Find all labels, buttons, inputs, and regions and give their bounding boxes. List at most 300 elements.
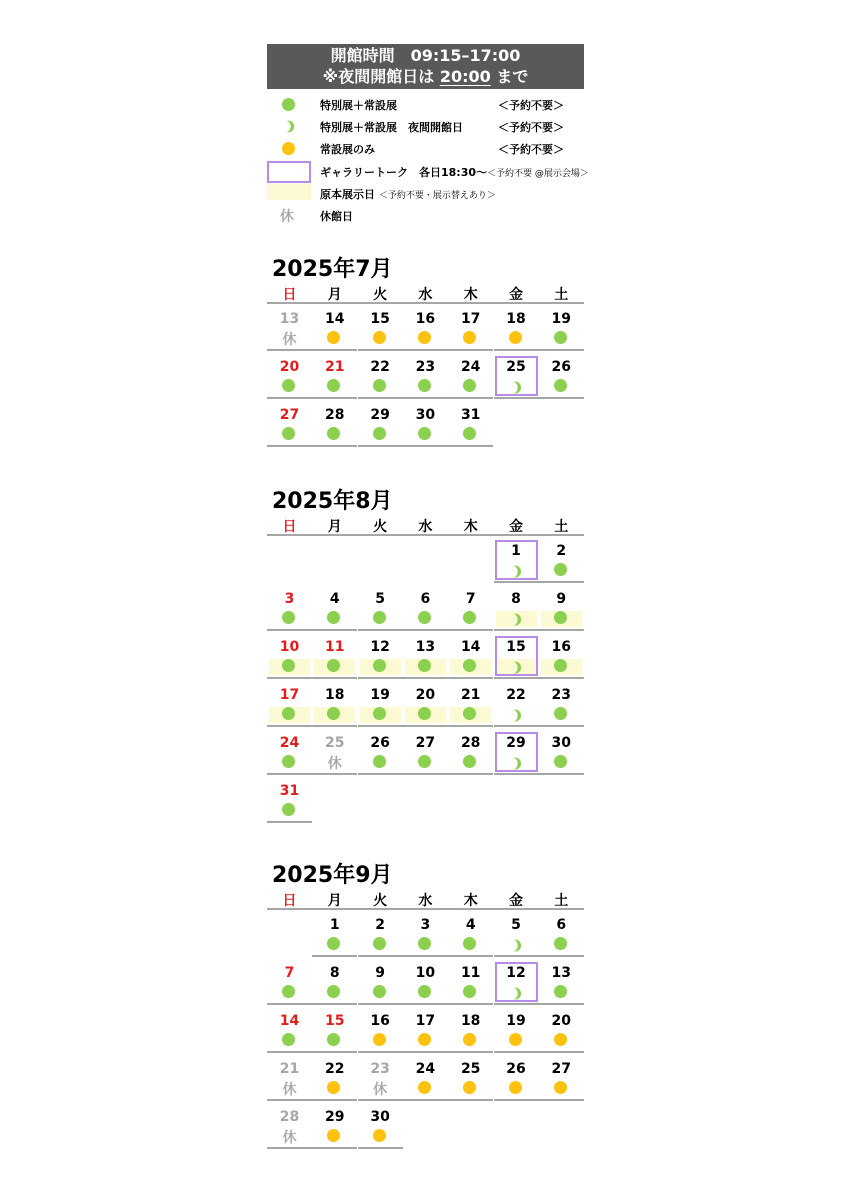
legend-row-closed xyxy=(267,204,584,226)
day-symbol xyxy=(403,985,448,1001)
calendar-day xyxy=(312,304,357,351)
day-number: 25 xyxy=(460,1061,481,1077)
night-hours-text xyxy=(267,66,584,88)
weekday-label: 火 xyxy=(373,519,388,535)
day-number: 30 xyxy=(415,407,436,423)
row-divider xyxy=(494,1003,539,1005)
calendar-day xyxy=(494,352,539,399)
legend-label: 休館日 xyxy=(320,209,353,223)
legend-row-gallery-talk xyxy=(267,160,589,182)
weekday-label: 金 xyxy=(509,287,523,303)
day-number: 11 xyxy=(460,965,481,981)
day-number: 4 xyxy=(465,917,476,933)
day-symbol xyxy=(267,379,312,395)
row-divider xyxy=(267,821,312,823)
row-divider xyxy=(539,1051,584,1053)
calendar-day xyxy=(358,584,403,631)
green-dot-icon xyxy=(327,985,340,998)
calendar-day xyxy=(403,1054,448,1101)
opening-hours-text: 開館時間 09:15–17:00 xyxy=(330,46,521,65)
row-divider xyxy=(494,581,539,583)
green-dot-icon xyxy=(327,1033,340,1046)
row-divider xyxy=(312,397,357,399)
row-divider xyxy=(494,1051,539,1053)
legend-row-original xyxy=(267,182,584,204)
green-dot-icon xyxy=(463,611,476,624)
night-suffix: まで xyxy=(490,67,529,86)
day-number: 15 xyxy=(325,1013,345,1029)
green-dot-icon xyxy=(327,937,340,950)
day-number: 19 xyxy=(506,1013,526,1029)
day-symbol xyxy=(358,379,403,395)
calendar-day xyxy=(448,680,493,727)
original-display-band xyxy=(314,659,355,675)
calendar-day xyxy=(312,1054,357,1101)
closed-mark-icon: 休 xyxy=(282,1130,297,1146)
calendar-day xyxy=(494,958,539,1005)
day-number: 30 xyxy=(551,735,572,751)
weekday-label: 月 xyxy=(327,287,342,303)
row-divider xyxy=(539,773,584,775)
row-divider xyxy=(267,397,312,399)
calendar-day xyxy=(312,1006,357,1053)
day-symbol xyxy=(312,937,357,953)
day-number: 29 xyxy=(325,1109,345,1125)
day-number: 5 xyxy=(375,591,385,607)
original-display-band xyxy=(496,611,537,627)
weekday-label: 金 xyxy=(509,893,523,909)
day-number: 2 xyxy=(375,917,385,933)
row-divider xyxy=(403,677,448,679)
row-divider xyxy=(267,773,312,775)
weekday-header xyxy=(267,284,584,304)
day-symbol xyxy=(358,1129,403,1145)
calendar-day xyxy=(358,958,403,1005)
green-dot-icon xyxy=(327,427,340,440)
day-number: 1 xyxy=(511,543,521,559)
legend-row-permanent xyxy=(267,137,584,159)
day-symbol xyxy=(539,563,584,579)
day-number: 1 xyxy=(329,917,340,933)
weekday-label: 木 xyxy=(463,893,478,909)
calendar-day xyxy=(312,400,357,447)
day-number: 18 xyxy=(325,687,345,703)
row-divider xyxy=(494,725,539,727)
row-divider xyxy=(448,1099,493,1101)
calendar-day xyxy=(403,400,448,447)
day-number: 17 xyxy=(460,311,481,327)
calendar-day xyxy=(312,352,357,399)
month-title: 2025年9月 xyxy=(272,863,393,888)
day-symbol xyxy=(267,611,312,627)
original-display-band xyxy=(450,707,491,723)
calendar-day xyxy=(267,304,312,351)
weekday-label: 月 xyxy=(327,893,342,909)
day-symbol xyxy=(539,379,584,395)
legend xyxy=(267,93,589,226)
calendar-day xyxy=(358,632,403,679)
calendar-day xyxy=(448,1054,493,1101)
row-divider xyxy=(267,445,312,447)
closed-mark-icon: 休 xyxy=(280,208,294,225)
calendar-day xyxy=(312,958,357,1005)
green-dot-icon xyxy=(373,611,386,624)
day-symbol xyxy=(358,1033,403,1049)
day-symbol xyxy=(312,379,357,395)
day-symbol xyxy=(358,937,403,953)
green-dot-icon xyxy=(282,659,295,672)
day-symbol xyxy=(267,1033,312,1049)
gallery-talk-box-icon xyxy=(267,161,311,183)
day-number: 26 xyxy=(506,1061,526,1077)
orange-dot-icon xyxy=(282,142,295,155)
legend-label: 原本展示日 xyxy=(320,187,375,201)
day-symbol xyxy=(312,331,357,347)
day-number: 22 xyxy=(370,359,390,375)
day-symbol xyxy=(403,937,448,953)
green-dot-icon xyxy=(282,985,295,998)
row-divider xyxy=(267,1147,312,1149)
day-symbol xyxy=(539,331,584,347)
day-number: 13 xyxy=(415,639,436,655)
row-divider xyxy=(358,1051,403,1053)
day-symbol xyxy=(403,331,448,347)
day-number: 29 xyxy=(370,407,390,423)
day-number: 11 xyxy=(325,639,345,655)
original-display-band xyxy=(314,707,355,723)
day-symbol xyxy=(403,755,448,771)
legend-note: ＜予約不要 @展示会場＞ xyxy=(487,168,589,179)
calendar-day xyxy=(403,304,448,351)
row-divider xyxy=(358,445,403,447)
orange-dot-icon xyxy=(463,1081,476,1094)
schedule-header xyxy=(267,44,589,226)
day-number: 27 xyxy=(279,407,300,423)
day-symbol xyxy=(494,707,539,723)
green-dot-icon xyxy=(282,427,295,440)
orange-dot-icon xyxy=(509,1081,522,1094)
row-divider xyxy=(312,1003,357,1005)
day-number: 31 xyxy=(460,407,481,423)
row-divider xyxy=(539,677,584,679)
gallery-talk-box xyxy=(495,962,538,1002)
green-dot-icon xyxy=(327,379,340,392)
weekday-label: 木 xyxy=(463,519,478,535)
row-divider xyxy=(494,629,539,631)
row-divider xyxy=(312,349,357,351)
day-number: 26 xyxy=(551,359,572,375)
green-dot-icon xyxy=(554,379,567,392)
night-prefix: ※夜間開館日は xyxy=(322,67,440,86)
day-symbol xyxy=(403,379,448,395)
row-divider xyxy=(267,349,312,351)
calendar-day xyxy=(448,400,493,447)
green-dot-icon xyxy=(554,707,567,720)
green-dot-icon xyxy=(463,755,476,768)
row-divider xyxy=(403,349,448,351)
original-display-band xyxy=(450,659,491,675)
day-symbol xyxy=(312,985,357,1001)
calendar-day xyxy=(403,958,448,1005)
calendar-day xyxy=(312,728,357,775)
green-dot-icon xyxy=(282,755,295,768)
day-symbol xyxy=(494,331,539,347)
row-divider xyxy=(494,397,539,399)
yellow-band-icon xyxy=(267,184,311,200)
row-divider xyxy=(539,581,584,583)
row-divider xyxy=(358,725,403,727)
calendar-day xyxy=(312,584,357,631)
row-divider xyxy=(448,397,493,399)
day-symbol xyxy=(539,937,584,953)
day-symbol xyxy=(312,755,357,771)
row-divider xyxy=(267,1099,312,1101)
orange-dot-icon xyxy=(373,1129,386,1142)
row-divider xyxy=(448,1003,493,1005)
calendar-day xyxy=(494,728,539,775)
day-number: 12 xyxy=(370,639,390,655)
calendar-day xyxy=(539,1054,584,1101)
row-divider xyxy=(403,629,448,631)
day-symbol xyxy=(312,1129,357,1145)
legend-row-night xyxy=(267,115,584,137)
calendar-day xyxy=(539,680,584,727)
night-time: 20:00 xyxy=(439,67,491,86)
day-symbol xyxy=(403,1033,448,1049)
row-divider xyxy=(403,397,448,399)
crescent-moon-icon xyxy=(282,120,295,133)
legend-note: ＜予約不要＞ xyxy=(498,99,564,112)
day-symbol xyxy=(539,707,584,723)
calendar-day xyxy=(494,1054,539,1101)
green-dot-icon xyxy=(282,98,295,111)
original-display-band xyxy=(541,659,582,675)
day-number: 13 xyxy=(279,311,300,327)
day-symbol xyxy=(448,755,493,771)
calendar-day xyxy=(448,632,493,679)
row-divider xyxy=(448,955,493,957)
day-number: 28 xyxy=(460,735,481,751)
calendar-day xyxy=(267,958,312,1005)
day-number: 10 xyxy=(415,965,436,981)
row-divider xyxy=(358,629,403,631)
green-dot-icon xyxy=(418,707,431,720)
day-symbol xyxy=(358,427,403,443)
row-divider xyxy=(312,445,357,447)
day-number: 25 xyxy=(506,359,526,375)
day-number: 24 xyxy=(415,1061,436,1077)
calendar-day xyxy=(539,632,584,679)
crescent-moon-icon xyxy=(509,611,522,624)
orange-dot-icon xyxy=(509,331,522,344)
calendar-day xyxy=(267,400,312,447)
day-symbol xyxy=(267,427,312,443)
day-number: 6 xyxy=(420,591,431,607)
calendar-day xyxy=(403,910,448,957)
day-symbol xyxy=(358,985,403,1001)
calendar-day xyxy=(539,910,584,957)
calendar-day xyxy=(539,1006,584,1053)
crescent-moon-icon xyxy=(509,707,522,720)
row-divider xyxy=(358,955,403,957)
calendar-day xyxy=(494,536,539,583)
day-number: 21 xyxy=(325,359,345,375)
day-symbol xyxy=(448,427,493,443)
weekday-label: 日 xyxy=(282,287,297,303)
day-number: 27 xyxy=(415,735,436,751)
row-divider xyxy=(312,955,357,957)
green-dot-icon xyxy=(554,563,567,576)
calendar-day xyxy=(267,584,312,631)
calendar-day xyxy=(358,304,403,351)
row-divider xyxy=(267,1051,312,1053)
green-dot-icon xyxy=(373,659,386,672)
orange-dot-icon xyxy=(554,1081,567,1094)
original-display-band xyxy=(405,659,446,675)
calendar-day xyxy=(358,910,403,957)
day-symbol xyxy=(312,611,357,627)
calendar-day xyxy=(267,1054,312,1101)
green-dot-icon xyxy=(282,611,295,624)
weekday-label: 火 xyxy=(373,287,388,303)
calendar-day xyxy=(312,632,357,679)
calendar-day xyxy=(403,680,448,727)
day-number: 25 xyxy=(325,735,345,751)
row-divider xyxy=(312,677,357,679)
orange-dot-icon xyxy=(418,1033,431,1046)
day-symbol xyxy=(448,1033,493,1049)
row-divider xyxy=(539,397,584,399)
calendar-day xyxy=(358,680,403,727)
calendar-day xyxy=(358,400,403,447)
row-divider xyxy=(494,349,539,351)
day-symbol xyxy=(539,1081,584,1097)
weekday-label: 火 xyxy=(373,893,388,909)
calendar-day xyxy=(494,1006,539,1053)
closed-mark-icon: 休 xyxy=(373,1082,388,1098)
green-dot-icon xyxy=(554,331,567,344)
month-title: 2025年7月 xyxy=(272,257,393,282)
day-symbol xyxy=(267,755,312,771)
row-divider xyxy=(403,1099,448,1101)
calendar-day xyxy=(403,1006,448,1053)
day-number: 8 xyxy=(511,591,521,607)
row-divider xyxy=(448,1051,493,1053)
row-divider xyxy=(494,677,539,679)
green-dot-icon xyxy=(373,379,386,392)
day-number: 4 xyxy=(329,591,340,607)
row-divider xyxy=(403,1003,448,1005)
green-dot-icon xyxy=(554,755,567,768)
green-dot-icon xyxy=(282,803,295,816)
orange-dot-icon xyxy=(418,331,431,344)
green-dot-icon xyxy=(327,707,340,720)
day-symbol xyxy=(267,331,312,347)
day-number: 3 xyxy=(284,591,295,607)
orange-dot-icon xyxy=(327,331,340,344)
day-number: 26 xyxy=(370,735,390,751)
day-number: 18 xyxy=(506,311,526,327)
row-divider xyxy=(448,445,493,447)
day-number: 9 xyxy=(556,591,567,607)
day-number: 14 xyxy=(460,639,481,655)
calendar-day xyxy=(312,1102,357,1149)
legend-label: 特別展＋常設展 夜間開館日 xyxy=(320,121,463,135)
row-divider xyxy=(448,349,493,351)
green-dot-icon xyxy=(418,985,431,998)
day-number: 22 xyxy=(506,687,526,703)
green-dot-icon xyxy=(463,707,476,720)
original-display-band xyxy=(269,707,310,723)
day-number: 21 xyxy=(279,1061,300,1077)
calendar-day xyxy=(448,958,493,1005)
green-dot-icon xyxy=(463,379,476,392)
day-symbol xyxy=(358,755,403,771)
crescent-moon-icon xyxy=(509,937,522,950)
day-number: 28 xyxy=(325,407,345,423)
original-display-band xyxy=(269,659,310,675)
day-number: 24 xyxy=(279,735,300,751)
row-divider xyxy=(312,725,357,727)
original-display-band xyxy=(541,611,582,627)
calendar-day xyxy=(539,304,584,351)
day-number: 6 xyxy=(556,917,567,933)
calendar-day xyxy=(312,680,357,727)
calendar-day xyxy=(448,910,493,957)
day-number: 17 xyxy=(415,1013,436,1029)
day-symbol xyxy=(539,985,584,1001)
weekday-label: 土 xyxy=(554,287,569,303)
row-divider xyxy=(448,725,493,727)
row-divider xyxy=(358,349,403,351)
day-symbol xyxy=(358,1081,403,1097)
calendar-day xyxy=(539,536,584,583)
day-symbol xyxy=(448,379,493,395)
gallery-talk-box xyxy=(495,636,538,676)
row-divider xyxy=(403,773,448,775)
day-number: 19 xyxy=(370,687,390,703)
day-number: 14 xyxy=(325,311,345,327)
day-number: 28 xyxy=(279,1109,300,1125)
day-number: 15 xyxy=(506,639,526,655)
calendar-day xyxy=(312,910,357,957)
green-dot-icon xyxy=(282,707,295,720)
green-dot-icon xyxy=(418,379,431,392)
calendar-day xyxy=(358,1054,403,1101)
day-number: 7 xyxy=(465,591,476,607)
row-divider xyxy=(403,1051,448,1053)
original-display-band xyxy=(405,707,446,723)
row-divider xyxy=(494,1099,539,1101)
day-symbol xyxy=(448,611,493,627)
day-symbol xyxy=(312,1081,357,1097)
row-divider xyxy=(267,629,312,631)
day-symbol xyxy=(494,1081,539,1097)
green-dot-icon xyxy=(554,659,567,672)
green-dot-icon xyxy=(418,611,431,624)
orange-dot-icon xyxy=(327,1129,340,1142)
calendar-day xyxy=(358,352,403,399)
row-divider xyxy=(312,773,357,775)
calendar-day xyxy=(358,1102,403,1149)
day-number: 23 xyxy=(551,687,572,703)
day-number: 18 xyxy=(460,1013,481,1029)
row-divider xyxy=(312,1051,357,1053)
row-divider xyxy=(494,773,539,775)
original-display-band xyxy=(360,659,401,675)
row-divider xyxy=(358,1099,403,1101)
row-divider xyxy=(267,677,312,679)
